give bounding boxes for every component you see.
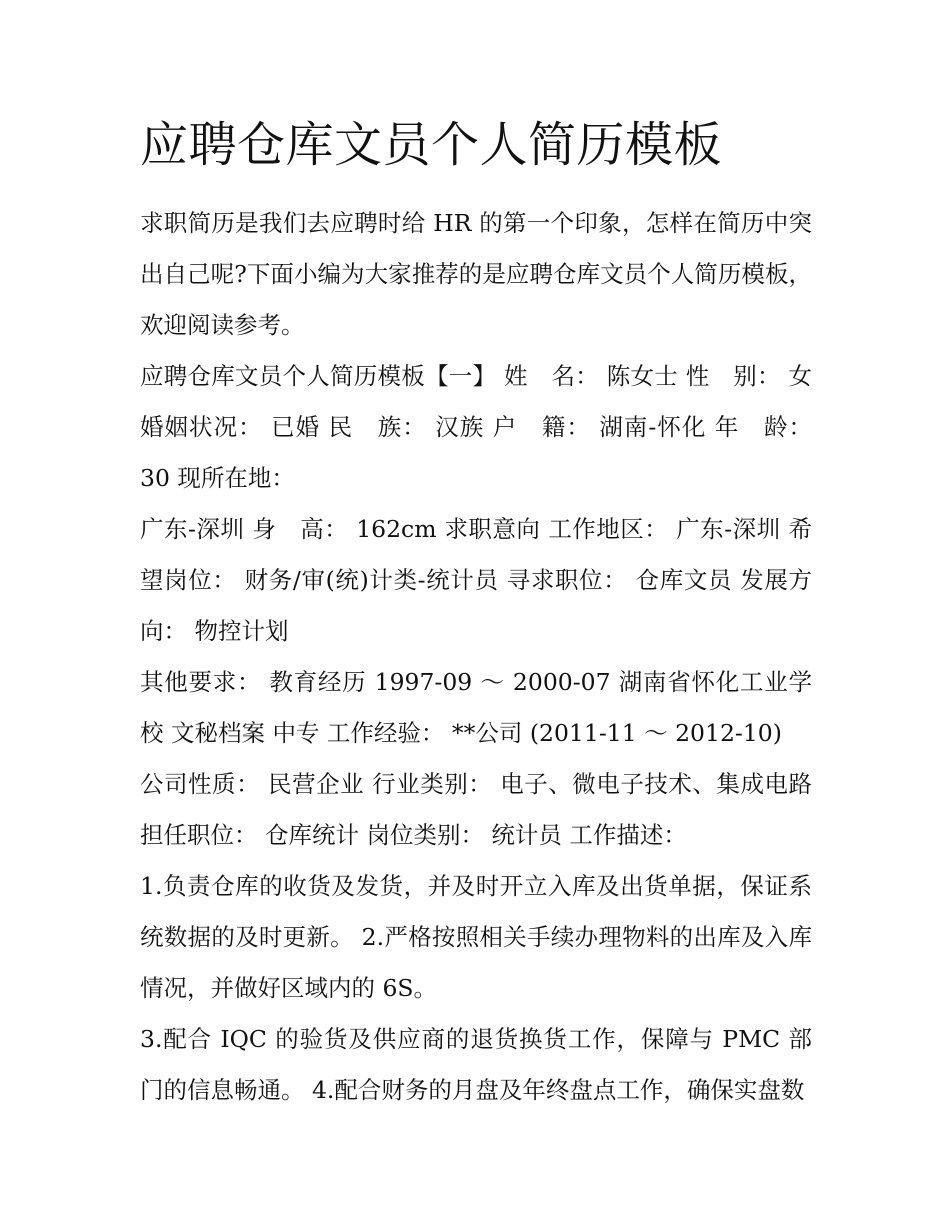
paragraph-duties-1-2: 1.负责仓库的收货及发货，并及时开立入库及出货单据，保证系统数据的及时更新。 2.严格按照相关手续办理物料的出库及入库情况，并做好区域内的 6S。	[140, 872, 812, 1002]
paragraph-job-intention: 广东-深圳 身 高： 162cm 求职意向 工作地区： 广东-深圳 希望岗位： 财务/审(统)计类-统计员 寻求职位： 仓库文员 发展方向： 物控计划	[140, 515, 812, 645]
document-title: 应聘仓库文员个人简历模板	[140, 117, 723, 173]
paragraph-company-info: 公司性质： 民营企业 行业类别： 电子、微电子技术、集成电路 担任职位： 仓库统计 岗位类别： 统计员 工作描述：	[140, 770, 812, 849]
paragraph-education: 其他要求： 教育经历 1997-09 ～ 2000-07 湖南省怀化工业学校 文秘档案 中专 工作经验： **公司 (2011-11 ～ 2012-10)	[140, 668, 812, 747]
paragraph-personal-info: 应聘仓库文员个人简历模板【一】 姓 名： 陈女士 性 别： 女 婚姻状况： 已婚 民 族： 汉族 户 籍： 湖南-怀化 年 龄： 30 现所在地：	[140, 362, 812, 492]
paragraph-intro: 求职简历是我们去应聘时给 HR 的第一个印象，怎样在简历中突出自己呢?下面小编为大家推荐的是应聘仓库文员个人简历模板，欢迎阅读参考。	[140, 209, 812, 339]
paragraph-duties-3-4: 3.配合 IQC 的验货及供应商的退货换货工作，保障与 PMC 部门的信息畅通。 4.配合财务的月盘及年终盘点工作，确保实盘数	[140, 1025, 812, 1104]
document-content	[140, 112, 812, 1116]
